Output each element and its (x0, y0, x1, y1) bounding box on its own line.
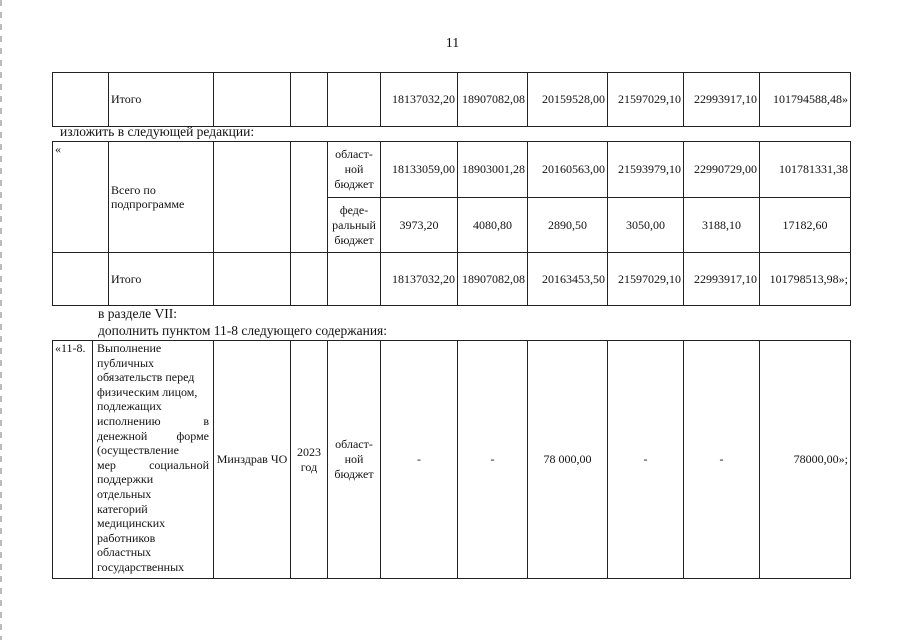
description-line: физическим лицом, (97, 384, 198, 399)
value-cell: - (608, 341, 684, 579)
description-line: (осуществление (97, 443, 179, 458)
value-cell: - (684, 341, 760, 579)
value-cell: 21597029,10 (608, 73, 684, 127)
value-cell: 18907082,08 (458, 253, 528, 306)
value-cell: 22990729,00 (684, 142, 760, 198)
value-cell: 18137032,20 (381, 73, 458, 127)
open-quote: « (53, 142, 109, 253)
empty-cell (53, 253, 109, 306)
instruction-add: дополнить пунктом 11-8 следующего содержания: (98, 323, 388, 338)
value-cell: 18137032,20 (381, 253, 458, 306)
value-cell: 20160563,00 (528, 142, 608, 198)
description-line: обязательств перед (97, 370, 195, 385)
empty-cell (291, 142, 328, 253)
empty-cell (214, 253, 291, 306)
value-cell: 22993917,10 (684, 73, 760, 127)
description-line: государственных (97, 559, 185, 574)
value-cell: 3050,00 (608, 198, 684, 253)
item-description (93, 341, 214, 579)
funding-source-regional: област-ной бюджет (328, 341, 381, 579)
empty-cell (214, 142, 291, 253)
description-line: работников (97, 530, 156, 545)
funding-source-federal: феде-ральный бюджет (328, 198, 381, 253)
value-cell: 18907082,08 (458, 73, 528, 127)
description-line: публичных (97, 355, 154, 370)
year: 2023 год (291, 341, 328, 579)
table-item-11-8 (52, 340, 851, 579)
page-number: 11 (445, 36, 460, 51)
value-cell: 101781331,38 (760, 142, 851, 198)
empty-cell (328, 73, 381, 127)
description-line: областных (97, 545, 152, 560)
instruction-section: в разделе VII: (98, 306, 178, 321)
description-line: подлежащих (97, 399, 162, 414)
description-line: поддержки (97, 472, 154, 487)
item-number: «11-8. (53, 341, 93, 579)
empty-cell (291, 253, 328, 306)
value-cell: 18903001,28 (458, 142, 528, 198)
empty-cell (214, 73, 291, 127)
description-line: категорий (97, 501, 148, 516)
row-label-subprogram: Всего по подпрограмме (109, 142, 214, 253)
value-cell: 2890,50 (528, 198, 608, 253)
table-subprogram (52, 141, 851, 306)
value-cell: 3973,20 (381, 198, 458, 253)
value-cell: 101794588,48» (760, 73, 851, 127)
value-cell: 78 000,00 (528, 341, 608, 579)
scan-edge (0, 0, 2, 640)
table-total-previous (52, 72, 851, 127)
instruction-edit: изложить в следующей редакции: (60, 124, 255, 139)
description-line: денежной форме (97, 428, 209, 443)
description-line: мер социальной (97, 457, 209, 472)
value-cell: 22993917,10 (684, 253, 760, 306)
value-cell: 4080,80 (458, 198, 528, 253)
funding-source-regional: област-ной бюджет (328, 142, 381, 198)
value-cell: 101798513,98»; (760, 253, 851, 306)
empty-cell (53, 73, 109, 127)
description-line: отдельных (97, 486, 152, 501)
description-line: медицинских (97, 516, 166, 531)
description-line: исполнению в (97, 413, 209, 428)
value-cell: - (381, 341, 458, 579)
value-cell: 21593979,10 (608, 142, 684, 198)
description-line: Выполнение (97, 341, 162, 355)
empty-cell (291, 73, 328, 127)
executor: Минздрав ЧО (214, 341, 291, 579)
value-cell: 21597029,10 (608, 253, 684, 306)
value-cell: 20159528,00 (528, 73, 608, 127)
value-cell: 3188,10 (684, 198, 760, 253)
value-cell: 20163453,50 (528, 253, 608, 306)
value-cell: 18133059,00 (381, 142, 458, 198)
value-cell: - (458, 341, 528, 579)
value-cell: 78000,00»; (760, 341, 851, 579)
row-label-total: Итого (109, 253, 214, 306)
value-cell: 17182,60 (760, 198, 851, 253)
row-label: Итого (109, 73, 214, 127)
empty-cell (328, 253, 381, 306)
